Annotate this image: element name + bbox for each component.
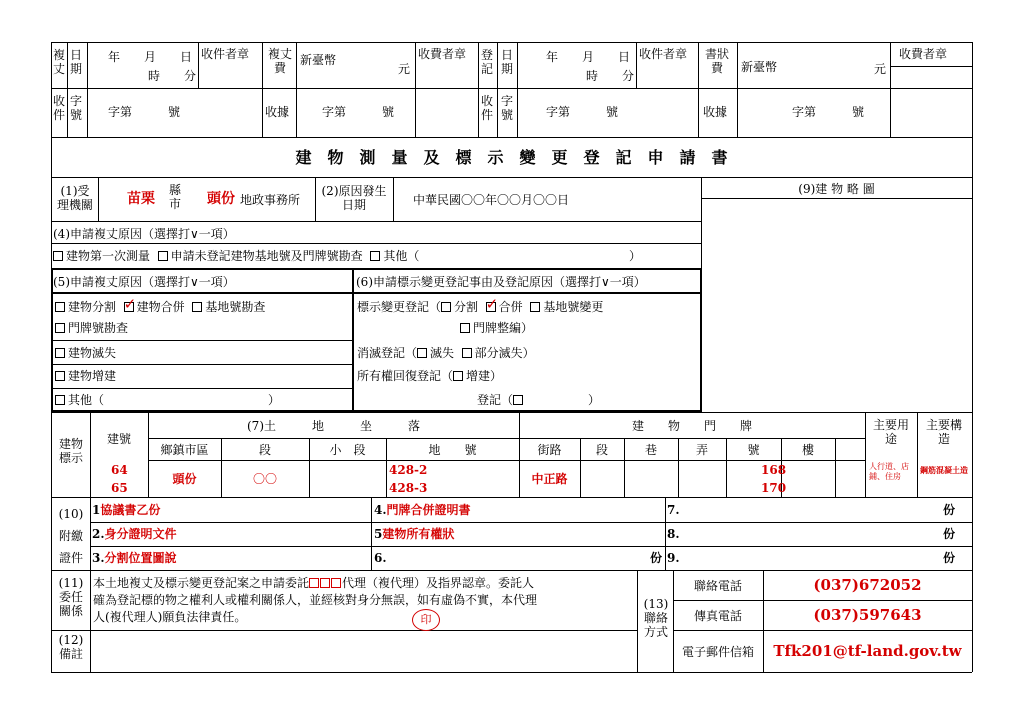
attachment-1: 1協議書乙份 [92, 503, 161, 517]
checkbox-destroy[interactable] [417, 348, 427, 358]
attachment-2: 2.身分證明文件 [92, 527, 177, 541]
section6-register-close: ） [588, 393, 601, 407]
attachment-6: 6. [374, 551, 387, 565]
form-title: 建 物 測 量 及 標 示 變 更 登 記 申 請 書 [295, 148, 728, 167]
section4-other-close: ） [629, 249, 642, 263]
right-receipt-label: 收件 [480, 94, 493, 122]
delegation-text-2: 確為登記標的物之權利人或權利關係人，並經核對身分無誤，如有虛偽不實，本代理 [93, 593, 538, 607]
email-value: Tfk201@tf-land.gov.tw [773, 642, 962, 660]
remarks-label: (12)備註 [58, 633, 84, 661]
fax-label: 傳真電話 [693, 609, 742, 623]
checkbox-building-add[interactable] [55, 371, 65, 381]
main-structure-value: 鋼筋混凝土造 [920, 465, 968, 475]
section6-label: (6)申請標示變更登記事由及登記原因（選擇打∨一項） [356, 275, 646, 289]
left-date-label: 日期 [69, 48, 82, 76]
checkbox-first-survey[interactable] [53, 251, 63, 261]
left-receipt-doc: 收據 [265, 105, 290, 119]
attachment-8-unit: 份 [943, 527, 956, 541]
agent-box-3 [331, 578, 341, 588]
checkbox-building-destroy[interactable] [55, 348, 65, 358]
col-alley: 弄 [695, 443, 708, 457]
right-receipt-doc: 收據 [703, 105, 728, 119]
checkbox-section4-other[interactable] [370, 251, 380, 261]
checkbox-change-split[interactable] [441, 302, 451, 312]
left-currency: 新臺幣 [300, 53, 337, 67]
door-no-1: 168 [761, 463, 787, 477]
land-location-header: (7)土 地 坐 落 [247, 419, 420, 433]
main-use-header: 主要用途 [872, 418, 909, 446]
col-street-section: 段 [595, 443, 608, 457]
attachment-9: 9. [667, 551, 680, 565]
building-no-2: 65 [111, 481, 128, 495]
checkbox-base-door-survey[interactable] [158, 251, 168, 261]
col-floor: 樓 [801, 443, 814, 457]
section6-row3: 消滅登記（ 滅失 部分滅失） [357, 346, 535, 360]
right-currency: 新臺幣 [741, 60, 778, 74]
checkbox-section5-other[interactable] [55, 395, 65, 405]
email-label: 電子郵件信箱 [681, 645, 754, 659]
col-section: 段 [258, 443, 271, 457]
attachment-7: 7. [667, 503, 680, 517]
checkbox-base-survey[interactable] [192, 302, 202, 312]
checkbox-restore-add[interactable] [453, 371, 463, 381]
building-label-row: 建物標示 [58, 437, 83, 465]
left-number-label: 字號 [69, 94, 82, 122]
door-no-2: 170 [761, 481, 787, 495]
attachment-6-unit: 份 [650, 551, 663, 565]
left-number-value: 字第 號 [108, 105, 181, 119]
agent-box-1 [309, 578, 319, 588]
building-no-header: 建號 [106, 432, 131, 446]
attachment-3: 3.分割位置圖說 [92, 551, 177, 565]
section6-row2: 門牌整編） [460, 321, 533, 335]
checkbox-base-change[interactable] [530, 302, 540, 312]
attachment-5: 5建物所有權狀 [374, 527, 455, 541]
checkbox-register[interactable] [513, 395, 523, 405]
col-street: 街路 [537, 443, 562, 457]
main-structure-header: 主要構造 [925, 418, 962, 446]
phone-label: 聯絡電話 [693, 579, 742, 593]
right-collector-seal: 收費者章 [899, 47, 948, 61]
right-currency-unit: 元 [874, 62, 887, 76]
left-receipt-number: 字第 號 [322, 105, 395, 119]
section4-options: 建物第一次測量 申請未登記建物基地號及門牌號勘查 其他（ [53, 249, 419, 263]
col-subsection: 小 段 [329, 443, 366, 457]
delegation-text-3: 人(複代理人)願負法律責任。 [93, 610, 247, 624]
checkbox-door-survey[interactable] [55, 323, 65, 333]
section5-row5: 其他（ [55, 393, 104, 407]
attachment-7-unit: 份 [943, 503, 956, 517]
left-fee-label: 複丈 [52, 48, 65, 76]
checkbox-building-merge[interactable] [124, 302, 134, 312]
delegation-text-1: 本土地複丈及標示變更登記案之申請委託 代理（複代理）及指界認章。委託人 [93, 576, 535, 590]
main-use-value: 人行道、店鋪、住房 [869, 462, 909, 481]
attachment-8: 8. [667, 527, 680, 541]
section5-row3: 建物滅失 [55, 346, 116, 360]
col-number: 號 [747, 443, 760, 457]
agent-box-2 [320, 578, 330, 588]
left-fee-type: 複丈費 [267, 47, 292, 75]
checkbox-door-edit[interactable] [460, 323, 470, 333]
right-date-value: 年 月 日 [546, 50, 631, 64]
town-name: 頭份 [207, 191, 235, 207]
attachment-4: 4.門牌合併證明書 [374, 503, 471, 517]
phone-value: (037)672052 [813, 576, 922, 594]
seal-stamp: 印 [412, 609, 440, 631]
door-plate-header: 建 物 門 牌 [631, 419, 752, 433]
delegation-label: (11)委任關係 [58, 576, 84, 618]
section6-row4: 所有權回復登記（ 增建） [357, 369, 503, 383]
land-no-1: 428-2 [389, 463, 428, 477]
left-collector-seal: 收費者章 [418, 47, 467, 61]
right-receiver-seal: 收件者章 [639, 47, 688, 61]
checkbox-building-split[interactable] [55, 302, 65, 312]
right-number-value: 字第 號 [546, 105, 619, 119]
section6-row5: 登記（ [477, 393, 526, 407]
col-town: 鄉鎮市區 [160, 443, 209, 457]
section4-label: (4)申請複丈原因（選擇打∨一項） [53, 227, 235, 241]
col-lane: 巷 [644, 443, 657, 457]
section-value: 〇〇 [252, 472, 277, 486]
section5-other-close: ） [268, 393, 281, 407]
left-currency-unit: 元 [398, 62, 411, 76]
right-fee-label: 登記 [480, 48, 493, 76]
section5-row1: 建物分割 ✓ 建物合併 基地號勘查 [55, 300, 265, 314]
office-suffix: 地政事務所 [240, 193, 301, 207]
right-time-value: 時 分 [586, 69, 635, 83]
attachments-label: (10)附繳證件 [58, 507, 84, 565]
section5-row2: 門牌號勘查 [55, 321, 128, 335]
county-suffix: 縣市 [168, 183, 181, 211]
land-no-2: 428-3 [389, 481, 428, 495]
contact-label: (13)聯絡方式 [643, 597, 669, 639]
town-value: 頭份 [172, 472, 197, 486]
right-date-label: 日期 [500, 48, 513, 76]
left-receipt-label: 收件 [52, 94, 65, 122]
fax-value: (037)597643 [813, 606, 922, 624]
receiving-office-label: (1)受理機關 [56, 184, 93, 212]
right-receipt-number: 字第 號 [792, 105, 865, 119]
left-time-value: 時 分 [148, 69, 197, 83]
checkbox-change-merge[interactable] [486, 302, 496, 312]
building-sketch-label: (9)建 物 略 圖 [798, 182, 875, 196]
attachment-9-unit: 份 [943, 551, 956, 565]
section6-row1: 標示變更登記（ 分割 ✓ 合併 基地號變更 [357, 300, 603, 314]
left-receiver-seal: 收件者章 [201, 47, 250, 61]
right-fee-type: 書狀費 [704, 47, 729, 75]
cause-date-value: 中華民國〇〇年〇〇月〇〇日 [413, 193, 570, 207]
col-land-no: 地 號 [428, 443, 477, 457]
left-date-value: 年 月 日 [108, 50, 193, 64]
street-value: 中正路 [531, 472, 568, 486]
checkbox-partial-destroy[interactable] [462, 348, 472, 358]
section5-label: (5)申請複丈原因（選擇打∨一項） [53, 275, 235, 289]
cause-date-label: (2)原因發生日期 [321, 184, 387, 212]
right-number-label: 字號 [500, 94, 513, 122]
building-no-1: 64 [111, 463, 128, 477]
section5-row4: 建物增建 [55, 369, 116, 383]
county-name: 苗栗 [127, 191, 155, 207]
